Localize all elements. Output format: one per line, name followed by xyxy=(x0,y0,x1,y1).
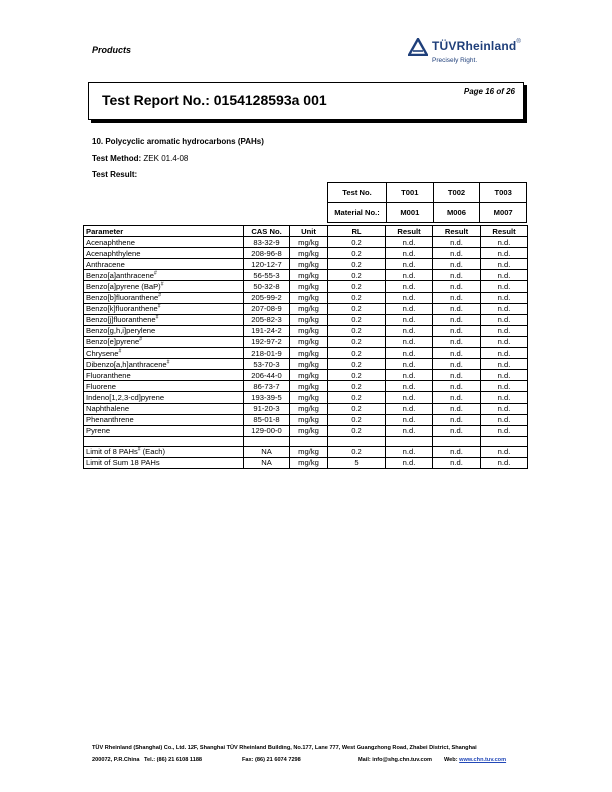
result-cell: n.d. xyxy=(481,425,528,436)
parameter-name: Limit of 8 PAHs xyxy=(86,447,138,457)
result-cell: n.d. xyxy=(386,248,433,259)
rl-cell: 0.2 xyxy=(328,392,386,403)
rl-cell: 0.2 xyxy=(328,403,386,414)
rl-cell: 0.2 xyxy=(328,303,386,314)
table-row xyxy=(84,259,528,270)
parameter-name: Anthracene xyxy=(86,259,125,269)
table-row xyxy=(84,270,528,281)
parameter-name: Fluorene xyxy=(86,381,116,391)
cas-number-cell: 86-73-7 xyxy=(244,381,290,392)
rl-cell: 0.2 xyxy=(328,270,386,281)
empty-cell xyxy=(433,436,481,446)
parameter-cell xyxy=(84,259,244,270)
parameter-cell xyxy=(84,446,244,457)
result-cell: n.d. xyxy=(433,303,481,314)
parameter-name: Indeno[1,2,3-cd]pyrene xyxy=(86,392,165,402)
test-no-cell: T003 xyxy=(480,183,527,203)
cas-number-cell: NA xyxy=(244,446,290,457)
result-cell: n.d. xyxy=(433,270,481,281)
footnote-mark: # xyxy=(155,314,159,321)
column-header: Result xyxy=(386,226,433,237)
footnote-mark: # xyxy=(153,270,157,277)
result-cell: n.d. xyxy=(481,237,528,248)
products-label: Products xyxy=(92,45,132,55)
result-cell: n.d. xyxy=(433,359,481,370)
unit-cell: mg/kg xyxy=(290,325,328,336)
cas-number-cell: 191-24-2 xyxy=(244,325,290,336)
table-row xyxy=(84,414,528,425)
brand-name: TÜVRheinland® xyxy=(432,39,522,53)
unit-cell: mg/kg xyxy=(290,292,328,303)
material-no-label: Material No.: xyxy=(328,203,387,223)
result-cell: n.d. xyxy=(433,348,481,359)
table-row xyxy=(84,325,528,336)
rl-cell: 0.2 xyxy=(328,370,386,381)
unit-cell: mg/kg xyxy=(290,392,328,403)
unit-cell: mg/kg xyxy=(290,348,328,359)
cas-number-cell: 53-70-3 xyxy=(244,359,290,370)
report-title: Test Report No.: 0154128593a 001 xyxy=(102,92,327,108)
result-cell: n.d. xyxy=(386,270,433,281)
table-row xyxy=(84,237,528,248)
cas-number-cell: 206-44-0 xyxy=(244,370,290,381)
table-row xyxy=(84,248,528,259)
rl-cell: 0.2 xyxy=(328,248,386,259)
result-cell: n.d. xyxy=(481,303,528,314)
parameter-name: Benzo[a]pyrene (BaP) xyxy=(86,282,161,292)
footer-contact xyxy=(92,757,522,763)
rl-cell: 0.2 xyxy=(328,259,386,270)
result-cell: n.d. xyxy=(433,314,481,325)
parameter-cell xyxy=(84,314,244,325)
result-cell: n.d. xyxy=(481,314,528,325)
sample-header-table xyxy=(327,182,527,223)
rl-cell: 0.2 xyxy=(328,425,386,436)
result-cell: n.d. xyxy=(433,248,481,259)
footer-web-label: Web: xyxy=(444,757,458,763)
column-header: Result xyxy=(481,226,528,237)
footer-address: TÜV Rheinland (Shanghai) Co., Ltd. 12F, Shanghai TÜV Rheinland Building, No.177, Lane 777, West Guangzhong Road, Zhabei District, Shanghai xyxy=(92,745,477,751)
unit-cell: mg/kg xyxy=(290,457,328,468)
parameter-suffix: (Each) xyxy=(140,447,166,457)
section-title: 10. Polycyclic aromatic hydrocarbons (PAHs) xyxy=(92,137,264,146)
footer-postcode: 200072, P.R.China xyxy=(92,757,140,763)
result-cell: n.d. xyxy=(433,336,481,347)
parameter-cell xyxy=(84,292,244,303)
result-cell: n.d. xyxy=(433,403,481,414)
unit-cell: mg/kg xyxy=(290,425,328,436)
rl-cell: 0.2 xyxy=(328,414,386,425)
result-cell: n.d. xyxy=(433,392,481,403)
table-row xyxy=(84,348,528,359)
unit-cell: mg/kg xyxy=(290,270,328,281)
column-header: CAS No. xyxy=(244,226,290,237)
table-row xyxy=(84,359,528,370)
material-no-row xyxy=(328,203,527,223)
rl-cell: 5 xyxy=(328,457,386,468)
cas-number-cell: 120-12-7 xyxy=(244,259,290,270)
parameter-cell xyxy=(84,348,244,359)
footnote-mark: # xyxy=(137,446,141,453)
test-method-value: ZEK 01.4-08 xyxy=(143,154,189,163)
result-cell: n.d. xyxy=(386,237,433,248)
cas-number-cell: NA xyxy=(244,457,290,468)
cas-number-cell: 208-96-8 xyxy=(244,248,290,259)
result-cell: n.d. xyxy=(481,370,528,381)
parameter-cell xyxy=(84,381,244,392)
parameter-cell xyxy=(84,248,244,259)
cas-number-cell: 193-39-5 xyxy=(244,392,290,403)
table-header-row xyxy=(84,226,528,237)
rl-cell: 0.2 xyxy=(328,292,386,303)
result-cell: n.d. xyxy=(481,348,528,359)
parameter-name: Limit of Sum 18 PAHs xyxy=(86,458,160,468)
brand-tagline: Precisely Right. xyxy=(432,57,478,64)
rl-cell: 0.2 xyxy=(328,336,386,347)
parameter-cell xyxy=(84,392,244,403)
parameter-name: Benzo[e]pyrene xyxy=(86,337,140,347)
material-no-cell: M001 xyxy=(387,203,434,223)
rl-cell: 0.2 xyxy=(328,381,386,392)
cas-number-cell: 192-97-2 xyxy=(244,336,290,347)
parameter-cell xyxy=(84,303,244,314)
report-header-box xyxy=(88,82,524,120)
table-row xyxy=(84,303,528,314)
rl-cell: 0.2 xyxy=(328,325,386,336)
test-no-cell: T001 xyxy=(387,183,434,203)
result-cell: n.d. xyxy=(481,259,528,270)
unit-cell: mg/kg xyxy=(290,281,328,292)
table-row xyxy=(84,457,528,468)
parameter-cell xyxy=(84,359,244,370)
table-row xyxy=(84,336,528,347)
rl-cell: 0.2 xyxy=(328,348,386,359)
parameter-name: Chrysene xyxy=(86,348,119,358)
footer-fax: Fax: (86) 21 6074 7298 xyxy=(242,757,301,763)
result-cell: n.d. xyxy=(386,314,433,325)
parameter-cell xyxy=(84,270,244,281)
footnote-mark: # xyxy=(139,336,142,343)
result-cell: n.d. xyxy=(386,336,433,347)
parameter-name: Acenaphthene xyxy=(86,237,135,247)
table-row xyxy=(84,403,528,414)
parameter-name: Acenaphthylene xyxy=(86,248,141,258)
test-no-cell: T002 xyxy=(433,183,480,203)
result-cell: n.d. xyxy=(433,381,481,392)
unit-cell: mg/kg xyxy=(290,414,328,425)
result-cell: n.d. xyxy=(481,392,528,403)
pah-results-table xyxy=(83,225,528,469)
result-cell: n.d. xyxy=(481,281,528,292)
parameter-cell xyxy=(84,370,244,381)
empty-cell xyxy=(386,436,433,446)
rl-cell: 0.2 xyxy=(328,237,386,248)
result-cell: n.d. xyxy=(433,292,481,303)
parameter-name: Naphthalene xyxy=(86,404,130,414)
parameter-cell xyxy=(84,414,244,425)
result-cell: n.d. xyxy=(386,446,433,457)
unit-cell: mg/kg xyxy=(290,403,328,414)
result-cell: n.d. xyxy=(481,292,528,303)
result-cell: n.d. xyxy=(481,325,528,336)
tuv-logo xyxy=(408,37,538,71)
result-cell: n.d. xyxy=(386,359,433,370)
cas-number-cell: 218-01-9 xyxy=(244,348,290,359)
result-cell: n.d. xyxy=(433,237,481,248)
empty-cell xyxy=(244,436,290,446)
parameter-cell xyxy=(84,281,244,292)
cas-number-cell: 85-01-8 xyxy=(244,414,290,425)
parameter-name: Benzo[j]fluoranthene xyxy=(86,315,156,325)
cas-number-cell: 207-08-9 xyxy=(244,303,290,314)
result-cell: n.d. xyxy=(433,414,481,425)
result-cell: n.d. xyxy=(386,457,433,468)
result-cell: n.d. xyxy=(386,392,433,403)
result-cell: n.d. xyxy=(481,359,528,370)
footer-tel: Tel.: (86) 21 6108 1188 xyxy=(144,757,203,763)
material-no-cell: M007 xyxy=(480,203,527,223)
parameter-cell xyxy=(84,457,244,468)
column-header: Parameter xyxy=(84,226,244,237)
unit-cell: mg/kg xyxy=(290,370,328,381)
footnote-mark: # xyxy=(158,292,161,299)
cas-number-cell: 91-20-3 xyxy=(244,403,290,414)
result-cell: n.d. xyxy=(481,270,528,281)
result-cell: n.d. xyxy=(386,425,433,436)
table-row xyxy=(84,292,528,303)
result-cell: n.d. xyxy=(433,425,481,436)
table-row xyxy=(84,381,528,392)
parameter-name: Dibenzo[a,h]anthracene xyxy=(86,359,167,369)
cas-number-cell: 56-55-3 xyxy=(244,270,290,281)
result-cell: n.d. xyxy=(386,348,433,359)
empty-cell xyxy=(481,436,528,446)
unit-cell: mg/kg xyxy=(290,381,328,392)
table-row xyxy=(84,446,528,457)
footer-mail: Mail: info@shg.chn.tuv.com xyxy=(358,757,433,763)
unit-cell: mg/kg xyxy=(290,248,328,259)
column-header: RL xyxy=(328,226,386,237)
result-cell: n.d. xyxy=(433,281,481,292)
table-row xyxy=(84,314,528,325)
result-cell: n.d. xyxy=(481,414,528,425)
footer-web xyxy=(444,757,506,763)
unit-cell: mg/kg xyxy=(290,314,328,325)
page-indicator: Page 16 of 26 xyxy=(463,87,515,96)
material-no-cell: M006 xyxy=(433,203,480,223)
result-cell: n.d. xyxy=(386,325,433,336)
result-cell: n.d. xyxy=(386,292,433,303)
parameter-name: Benzo[b]fluoranthene xyxy=(86,293,159,303)
cas-number-cell: 129-00-0 xyxy=(244,425,290,436)
result-cell: n.d. xyxy=(481,457,528,468)
parameter-name: Benzo[k]fluoranthene xyxy=(86,304,158,314)
result-cell: n.d. xyxy=(386,381,433,392)
parameter-name: Benzo[g,h,i]perylene xyxy=(86,326,156,336)
parameter-name: Benzo[a]anthracene xyxy=(86,270,154,280)
result-cell: n.d. xyxy=(433,370,481,381)
unit-cell: mg/kg xyxy=(290,259,328,270)
cas-number-cell: 83-32-9 xyxy=(244,237,290,248)
column-header: Unit xyxy=(290,226,328,237)
rl-cell: 0.2 xyxy=(328,314,386,325)
unit-cell: mg/kg xyxy=(290,446,328,457)
table-row xyxy=(84,392,528,403)
footnote-mark: # xyxy=(166,359,170,366)
table-row xyxy=(84,425,528,436)
unit-cell: mg/kg xyxy=(290,237,328,248)
result-cell: n.d. xyxy=(386,370,433,381)
parameter-cell xyxy=(84,237,244,248)
result-cell: n.d. xyxy=(433,446,481,457)
result-cell: n.d. xyxy=(386,281,433,292)
result-cell: n.d. xyxy=(386,259,433,270)
unit-cell: mg/kg xyxy=(290,336,328,347)
parameter-name: Phenanthrene xyxy=(86,415,134,425)
unit-cell: mg/kg xyxy=(290,359,328,370)
test-method-label: Test Method: xyxy=(92,154,142,163)
empty-cell xyxy=(328,436,386,446)
empty-cell xyxy=(290,436,328,446)
cas-number-cell: 205-99-2 xyxy=(244,292,290,303)
result-cell: n.d. xyxy=(481,336,528,347)
footnote-mark: # xyxy=(118,348,122,355)
result-cell: n.d. xyxy=(386,303,433,314)
table-row xyxy=(84,281,528,292)
test-result-label: Test Result: xyxy=(92,170,138,179)
footer-web-link[interactable]: www.chn.tuv.com xyxy=(459,757,507,763)
result-cell: n.d. xyxy=(433,325,481,336)
result-cell: n.d. xyxy=(386,414,433,425)
test-no-row xyxy=(328,183,527,203)
cas-number-cell: 205-82-3 xyxy=(244,314,290,325)
parameter-cell xyxy=(84,403,244,414)
rl-cell: 0.2 xyxy=(328,359,386,370)
table-separator-row xyxy=(84,436,528,446)
parameter-name: Pyrene xyxy=(86,426,111,436)
footnote-mark: # xyxy=(157,303,161,310)
empty-cell xyxy=(84,436,244,446)
parameter-cell xyxy=(84,425,244,436)
triangle-logo-icon xyxy=(408,38,428,56)
result-cell: n.d. xyxy=(386,403,433,414)
rl-cell: 0.2 xyxy=(328,446,386,457)
result-cell: n.d. xyxy=(481,381,528,392)
result-cell: n.d. xyxy=(481,248,528,259)
result-cell: n.d. xyxy=(433,457,481,468)
test-no-label: Test No. xyxy=(328,183,387,203)
table-row xyxy=(84,370,528,381)
cas-number-cell: 50-32-8 xyxy=(244,281,290,292)
result-cell: n.d. xyxy=(481,446,528,457)
result-cell: n.d. xyxy=(481,403,528,414)
parameter-cell xyxy=(84,325,244,336)
unit-cell: mg/kg xyxy=(290,303,328,314)
column-header: Result xyxy=(433,226,481,237)
result-cell: n.d. xyxy=(433,259,481,270)
parameter-cell xyxy=(84,336,244,347)
rl-cell: 0.2 xyxy=(328,281,386,292)
parameter-name: Fluoranthene xyxy=(86,370,131,380)
test-method xyxy=(92,154,188,163)
footnote-mark: # xyxy=(160,281,164,288)
